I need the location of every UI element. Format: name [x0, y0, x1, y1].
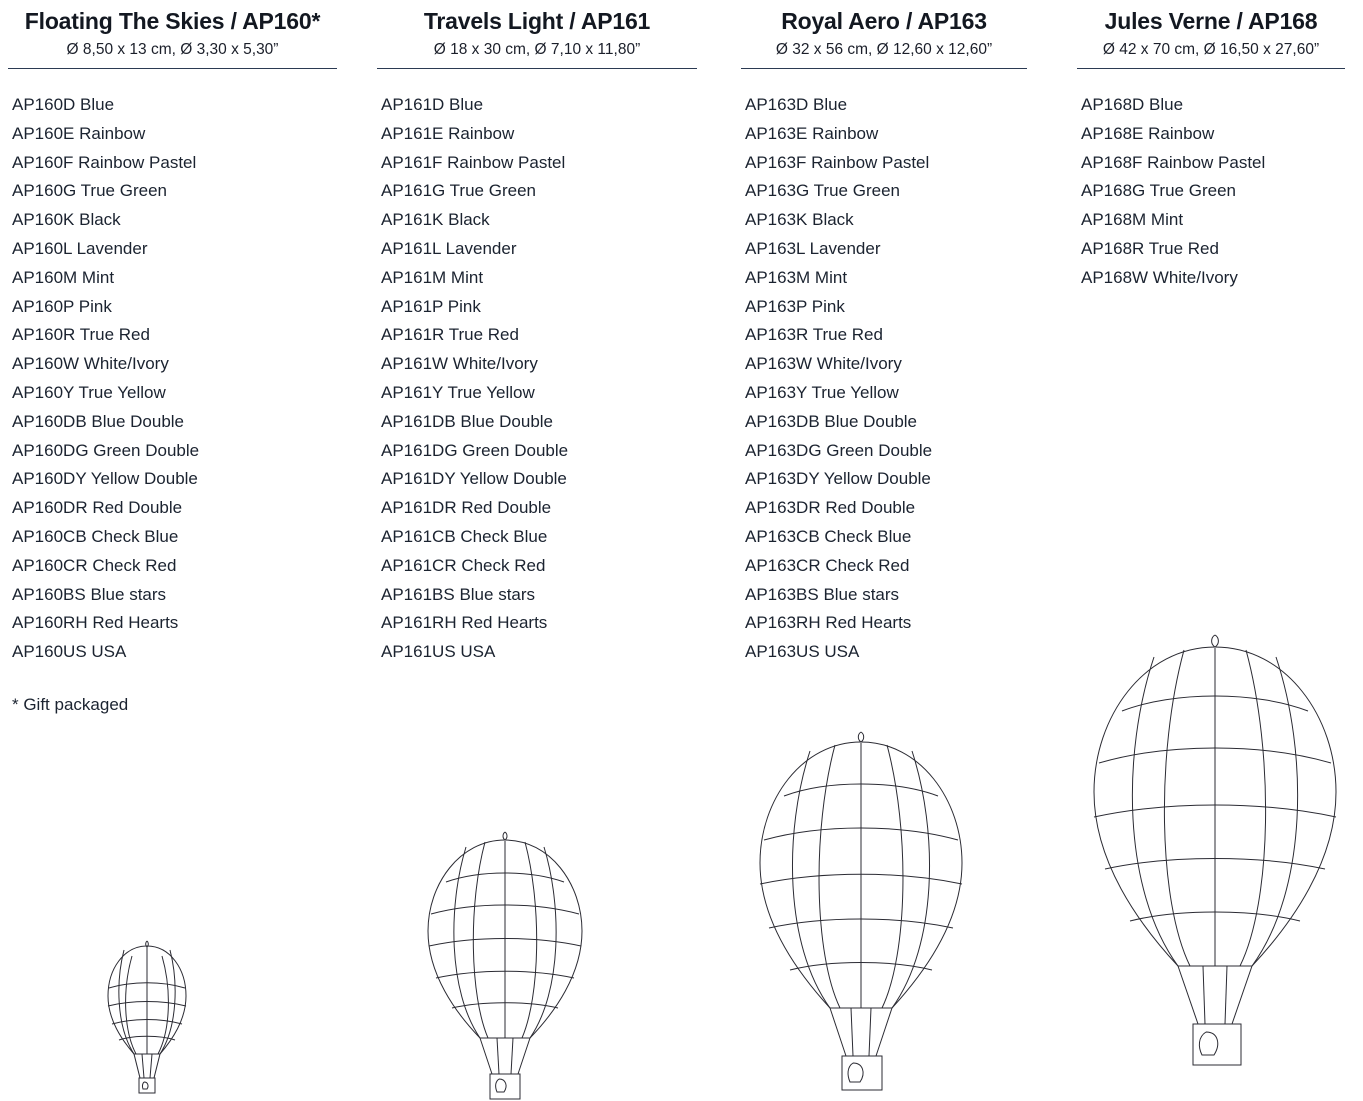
list-item: AP163P Pink	[745, 296, 845, 316]
list-item: AP161DY Yellow Double	[381, 469, 567, 489]
list-item: AP160US USA	[12, 642, 127, 662]
product-column-ap168	[1045, 8, 1363, 1101]
list-item: AP168W White/Ivory	[1081, 267, 1238, 287]
list-item: AP161W White/Ivory	[381, 354, 538, 374]
column-title: Jules Verne / AP168	[1104, 8, 1318, 34]
column-header	[741, 8, 1027, 69]
list-item: AP161DR Red Double	[381, 498, 552, 518]
list-item: AP160DG Green Double	[12, 440, 200, 460]
list-item: AP163K Black	[745, 210, 854, 230]
list-item: AP161CR Check Red	[381, 555, 546, 575]
list-item: AP160K Black	[12, 210, 121, 230]
list-item: AP163G True Green	[745, 181, 900, 201]
list-item: AP161F Rainbow Pastel	[381, 152, 566, 172]
list-item: AP160L Lavender	[12, 239, 148, 259]
list-item: AP160DB Blue Double	[12, 411, 185, 431]
list-item: AP163L Lavender	[745, 239, 881, 259]
list-item: AP163E Rainbow	[745, 123, 879, 143]
list-item: AP160M Mint	[12, 267, 115, 287]
list-item: AP160DR Red Double	[12, 498, 183, 518]
list-item: AP168M Mint	[1081, 210, 1184, 230]
column-title: Royal Aero / AP163	[781, 8, 987, 34]
list-item: AP161E Rainbow	[381, 123, 515, 143]
list-item: AP161P Pink	[381, 296, 481, 316]
list-item: AP163BS Blue stars	[745, 584, 900, 604]
sku-list	[377, 91, 697, 667]
list-item: AP168F Rainbow Pastel	[1081, 152, 1266, 172]
column-title: Travels Light / AP161	[423, 8, 651, 34]
list-item: AP160E Rainbow	[12, 123, 146, 143]
list-item: AP163D Blue	[745, 95, 848, 115]
product-column-ap163	[715, 8, 1045, 1101]
list-item: AP163CB Check Blue	[745, 526, 912, 546]
list-item: AP163W White/Ivory	[745, 354, 902, 374]
list-item: AP160F Rainbow Pastel	[12, 152, 197, 172]
list-item: AP168G True Green	[1081, 181, 1236, 201]
list-item: AP161DB Blue Double	[381, 411, 554, 431]
list-item: AP163DR Red Double	[745, 498, 916, 518]
list-item: AP161L Lavender	[381, 239, 517, 259]
product-column-ap161	[355, 8, 715, 1101]
list-item: AP163Y True Yellow	[745, 383, 899, 402]
list-item: AP161G True Green	[381, 181, 536, 201]
list-item: AP161RH Red Hearts	[381, 613, 548, 633]
list-item: AP160DY Yellow Double	[12, 469, 198, 489]
list-item: AP163US USA	[745, 642, 860, 662]
list-item: AP163CR Check Red	[745, 555, 910, 575]
list-item: AP168E Rainbow	[1081, 123, 1215, 143]
list-item: AP160W White/Ivory	[12, 354, 169, 374]
list-item: AP160RH Red Hearts	[12, 613, 179, 633]
column-dimensions: Ø 42 x 70 cm, Ø 16,50 x 27,60”	[1102, 41, 1320, 59]
list-item: AP160CB Check Blue	[12, 526, 179, 546]
column-dimensions: Ø 32 x 56 cm, Ø 12,60 x 12,60”	[775, 41, 993, 59]
list-item: AP161D Blue	[381, 95, 484, 115]
list-item: AP163DB Blue Double	[745, 411, 918, 431]
list-item: AP161DG Green Double	[381, 440, 569, 460]
list-item: AP160P Pink	[12, 296, 112, 316]
list-item: AP160Y True Yellow	[12, 383, 166, 402]
list-item: AP163F Rainbow Pastel	[745, 152, 930, 172]
list-item: AP161CB Check Blue	[381, 526, 548, 546]
column-dimensions: Ø 8,50 x 13 cm, Ø 3,30 x 5,30”	[66, 41, 279, 59]
list-item: AP161K Black	[381, 210, 490, 230]
list-item: AP160BS Blue stars	[12, 584, 167, 604]
column-header	[1077, 8, 1345, 69]
gift-packaged-footnote: * Gift packaged	[12, 694, 129, 714]
sku-list	[8, 91, 337, 667]
list-item: AP163DG Green Double	[745, 440, 933, 460]
column-header	[377, 8, 697, 69]
list-item: AP168R True Red	[1081, 239, 1219, 259]
list-item: AP168D Blue	[1081, 95, 1184, 115]
sku-list	[1077, 91, 1345, 293]
list-item: AP161US USA	[381, 642, 496, 662]
product-column-ap160	[0, 8, 355, 1101]
list-item: AP163RH Red Hearts	[745, 613, 912, 633]
list-item: AP163M Mint	[745, 267, 848, 287]
list-item: AP163R True Red	[745, 325, 883, 345]
column-title: Floating The Skies / AP160*	[24, 8, 321, 34]
list-item: AP160D Blue	[12, 95, 115, 115]
list-item: AP161BS Blue stars	[381, 584, 536, 604]
list-item: AP163DY Yellow Double	[745, 469, 931, 489]
list-item: AP161M Mint	[381, 267, 484, 287]
column-header	[8, 8, 337, 69]
sku-list	[741, 91, 1027, 667]
list-item: AP160R True Red	[12, 325, 150, 345]
column-dimensions: Ø 18 x 30 cm, Ø 7,10 x 11,80”	[433, 41, 641, 59]
list-item: AP161R True Red	[381, 325, 519, 345]
list-item: AP161Y True Yellow	[381, 383, 535, 402]
list-item: AP160CR Check Red	[12, 555, 177, 575]
list-item: AP160G True Green	[12, 181, 167, 201]
